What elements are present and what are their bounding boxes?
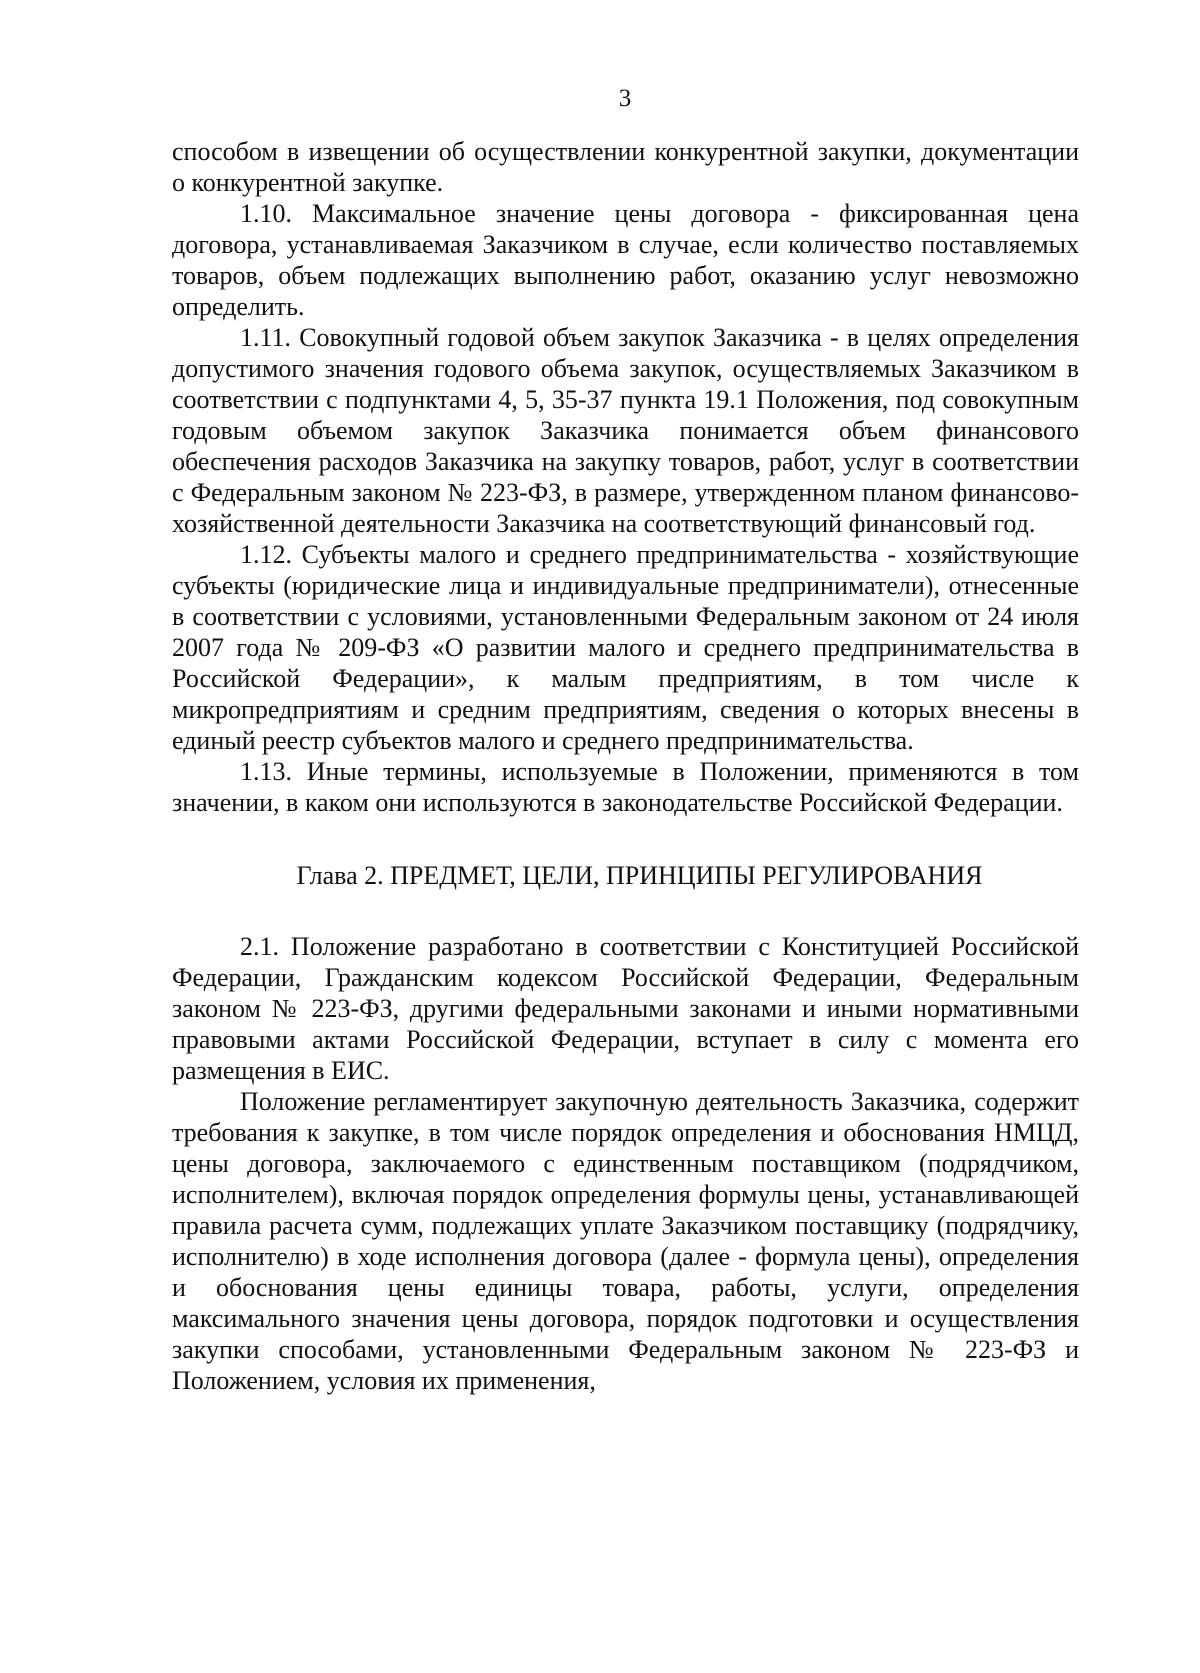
paragraph-2-1: 2.1. Положение разработано в соответствии с Конституцией Российской Федерации, Гражданским кодексом Российской Федерации, Федеральным законом № 223-ФЗ, другими федеральными законами и иными нормативными правовыми актами Российской Федерации, вступает в силу с момента его размещения в ЕИС.	[172, 932, 1079, 1085]
chapter-heading: Глава 2. ПРЕДМЕТ, ЦЕЛИ, ПРИНЦИПЫ РЕГУЛИРОВАНИЯ	[296, 861, 983, 890]
paragraph-1-13: 1.13. Иные термины, используемые в Положении, применяются в том значении, в каком они используются в законодательстве Российской Федерации.	[172, 757, 1079, 817]
paragraph-1-12: 1.12. Субъекты малого и среднего предпринимательства - хозяйствующие субъекты (юридические лица и индивидуальные предприниматели), отнесенные в соответствии с условиями, установленными Федеральным законом от 24 июля 2007 года № 209-ФЗ «О развитии малого и среднего предпринимательства в Российской Федерации», к малым предприятиям, в том числе к микропредприятиям и средним предприятиям, сведения о которых внесены в единый реестр субъектов малого и среднего предпринимательства.	[172, 540, 1079, 755]
document-body	[172, 136, 1079, 1396]
paragraph-1-11: 1.11. Совокупный годовой объем закупок Заказчика - в целях определения допустимого значения годового объема закупок, осуществляемых Заказчиком в соответствии с подпунктами 4, 5, 35-37 пункта 19.1 Положения, под совокупным годовым объемом закупок Заказчика понимается объем финансового обеспечения расходов Заказчика на закупку товаров, работ, услуг в соответствии с Федеральным законом № 223-ФЗ, в размере, утвержденном планом финансово-хозяйственной деятельности Заказчика на соответствующий финансовый год.	[172, 323, 1079, 538]
paragraph-1-10: 1.10. Максимальное значение цены договора - фиксированная цена договора, устанавливаемая Заказчиком в случае, если количество поставляемых товаров, объем подлежащих выполнению работ, оказанию услуг невозможно определить.	[172, 199, 1079, 321]
page-number: 3	[618, 85, 632, 112]
paragraph-continuation: способом в извещении об осуществлении конкурентной закупки, документации о конкурентной закупке.	[172, 137, 1079, 197]
paragraph-regulation: Положение регламентирует закупочную деятельность Заказчика, содержит требования к закупке, в том числе порядок определения и обоснования НМЦД, цены договора, заключаемого с единственным поставщиком (подрядчиком, исполнителем), включая порядок определения формулы цены, устанавливающей правила расчета сумм, подлежащих уплате Заказчиком поставщику (подрядчику, исполнителю) в ходе исполнения договора (далее - формула цены), определения и обоснования цены единицы товара, работы, услуги, определения максимального значения цены договора, порядок подготовки и осуществления закупки способами, установленными Федеральным законом № 223-ФЗ и Положением, условия их применения,	[172, 1087, 1079, 1395]
